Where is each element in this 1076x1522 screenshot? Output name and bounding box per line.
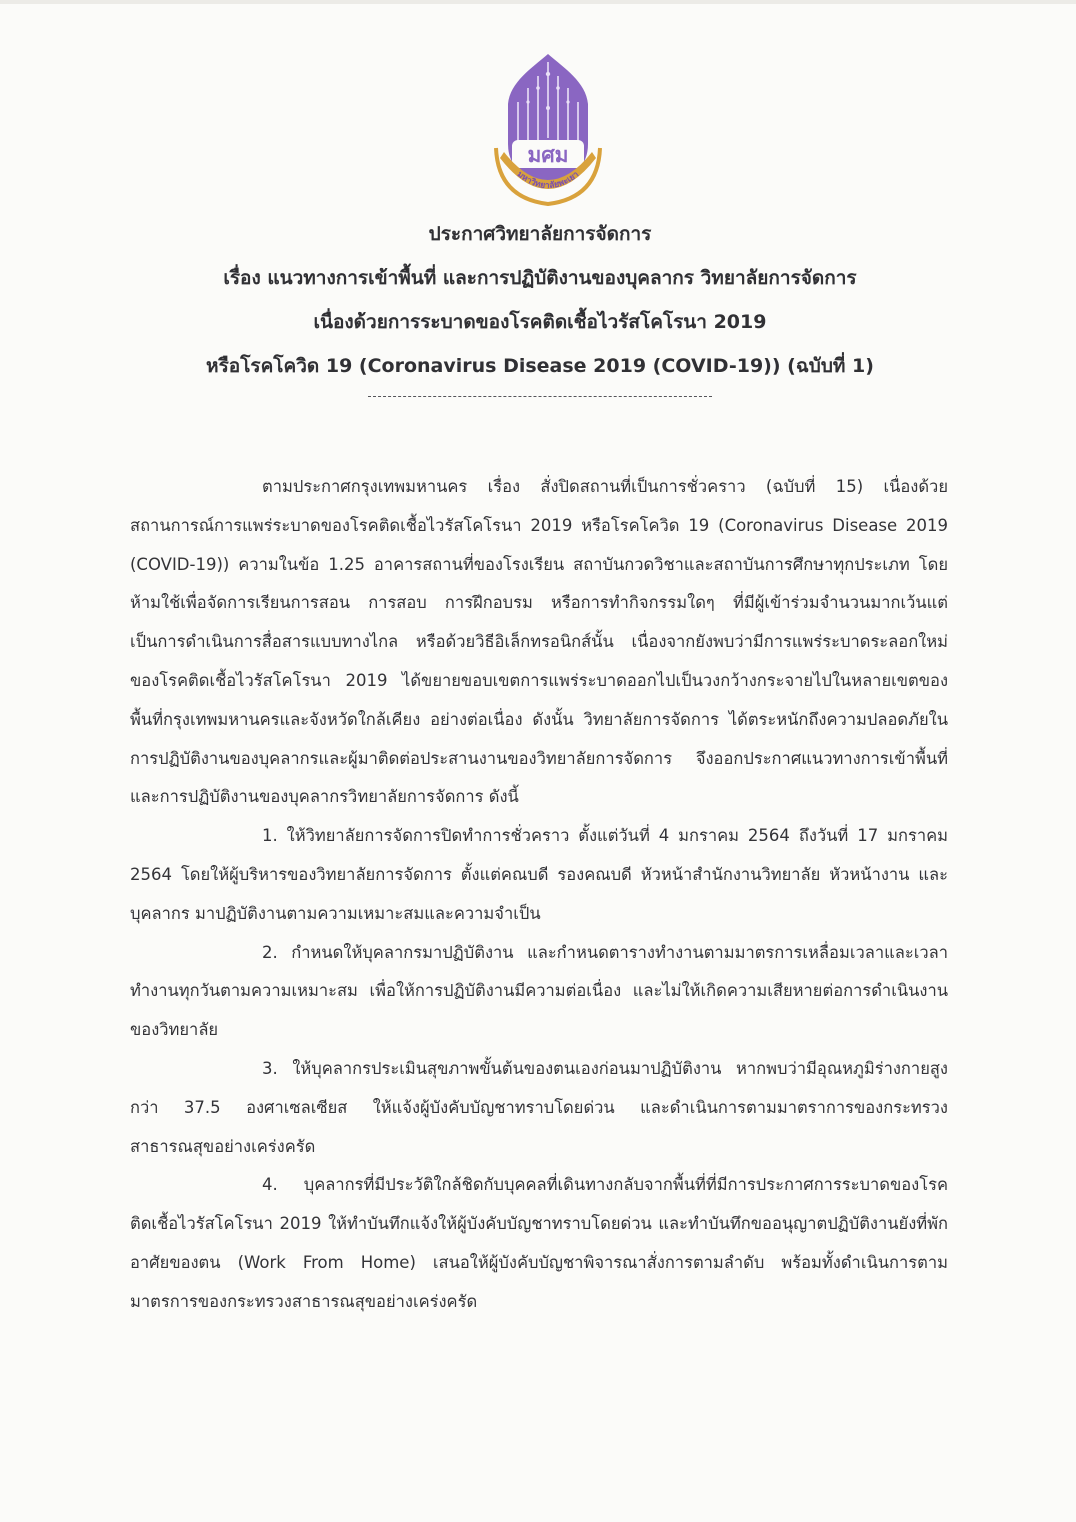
announcement-body [130,468,948,1322]
announcement-subject: เรื่อง แนวทางการเข้าพื้นที่ และการปฏิบัติงานของบุคลากร วิทยาลัยการจัดการ [223,267,857,289]
document-page [0,4,1076,1522]
item-4: 4. บุคลากรที่มีประวัติใกล้ชิดกับบุคคลที่เดินทางกลับจากพื้นที่ที่มีการประกาศการระบาดของโรคติดเชื้อไวรัสโคโรนา 2019 ให้ทำบันทึกแจ้งให้ผู้บังคับบัญชาทราบโดยด่วน และทำบันทึกขออนุญาตปฏิบัติงานยังที่พักอาศัยของตน (Work From Home) เสนอให้ผู้บังคับบัญชาพิจารณาสั่งการตามลำดับ พร้อมทั้งดำเนินการตามมาตรการของกระทรวงสาธารณสุขอย่างเคร่งครัด [130,1175,948,1311]
item-3: 3. ให้บุคลากรประเมินสุขภาพขั้นต้นของตนเองก่อนมาปฏิบัติงาน หากพบว่ามีอุณหภูมิร่างกายสูงกว่า 37.5 องศาเซลเซียส ให้แจ้งผู้บังคับบัญชาทราบโดยด่วน และดำเนินการตามมาตราการของกระทรวงสาธารณสุขอย่างเคร่งครัด [130,1058,948,1156]
ribbon-text: มหาวิทยาลัยพะเยา [514,169,582,192]
announcement-title: ประกาศวิทยาลัยการจัดการ [428,223,652,245]
title-divider [368,396,712,397]
university-seal-icon [488,48,608,210]
intro-paragraph: ตามประกาศกรุงเทพมหานคร เรื่อง สั่งปิดสถานที่เป็นการชั่วคราว (ฉบับที่ 15) เนื่องด้วยสถานการณ์การแพร่ระบาดของโรคติดเชื้อไวรัสโคโรนา 2019 หรือโรคโควิด 19 (Coronavirus Disease 2019 (COVID-19)) ความในข้อ 1.25 อาคารสถานที่ของโรงเรียน สถาบันกวดวิชาและสถาบันการศึกษาทุกประเภท โดยห้ามใช้เพื่อจัดการเรียนการสอน การสอบ การฝึกอบรม หรือการทำกิจกรรมใดๆ ที่มีผู้เข้าร่วมจำนวนมากเว้นแต่เป็นการดำเนินการสื่อสารแบบทางไกล หรือด้วยวิธีอิเล็กทรอนิกส์นั้น เนื่องจากยังพบว่ามีการแพร่ระบาดระลอกใหม่ของโรคติดเชื้อไวรัสโคโรนา 2019 ได้ขยายขอบเขตการแพร่ระบาดออกไปเป็นวงกว้างกระจายไปในหลายเขตของพื้นที่กรุงเทพมหานครและจังหวัดใกล้เคียง อย่างต่อเนื่อง ดังนั้น วิทยาลัยการจัดการ ได้ตระหนักถึงความปลอดภัยในการปฏิบัติงานของบุคลากรและผู้มาติดต่อประสานงานของวิทยาลัยการจัดการ จึงออกประกาศแนวทางการเข้าพื้นที่ และการปฏิบัติงานของบุคลากรวิทยาลัยการจัดการ ดังนี้ [130,477,948,807]
item-2: 2. กำหนดให้บุคลากรมาปฏิบัติงาน และกำหนดตารางทำงานตามมาตรการเหลื่อมเวลาและเวลาทำงานทุกวันตามความเหมาะสม เพื่อให้การปฏิบัติงานมีความต่อเนื่อง และไม่ให้เกิดความเสียหายต่อการดำเนินงานของวิทยาลัย [130,942,948,1040]
announcement-subject-line-2: เนื่องด้วยการระบาดของโรคติดเชื้อไวรัสโคโรนา 2019 [313,311,767,333]
announcement-subject-line-3: หรือโรคโควิด 19 (Coronavirus Disease 2019 (COVID-19)) (ฉบับที่ 1) [206,355,874,377]
item-1: 1. ให้วิทยาลัยการจัดการปิดทำการชั่วคราว ตั้งแต่วันที่ 4 มกราคม 2564 ถึงวันที่ 17 มกราคม 2564 โดยให้ผู้บริหารของวิทยาลัยการจัดการ ตั้งแต่คณบดี รองคณบดี หัวหน้าสำนักงานวิทยาลัย หัวหน้างาน และบุคลากร มาปฏิบัติงานตามความเหมาะสมและความจำเป็น [130,826,948,923]
emblem-text: มศม [527,143,569,167]
